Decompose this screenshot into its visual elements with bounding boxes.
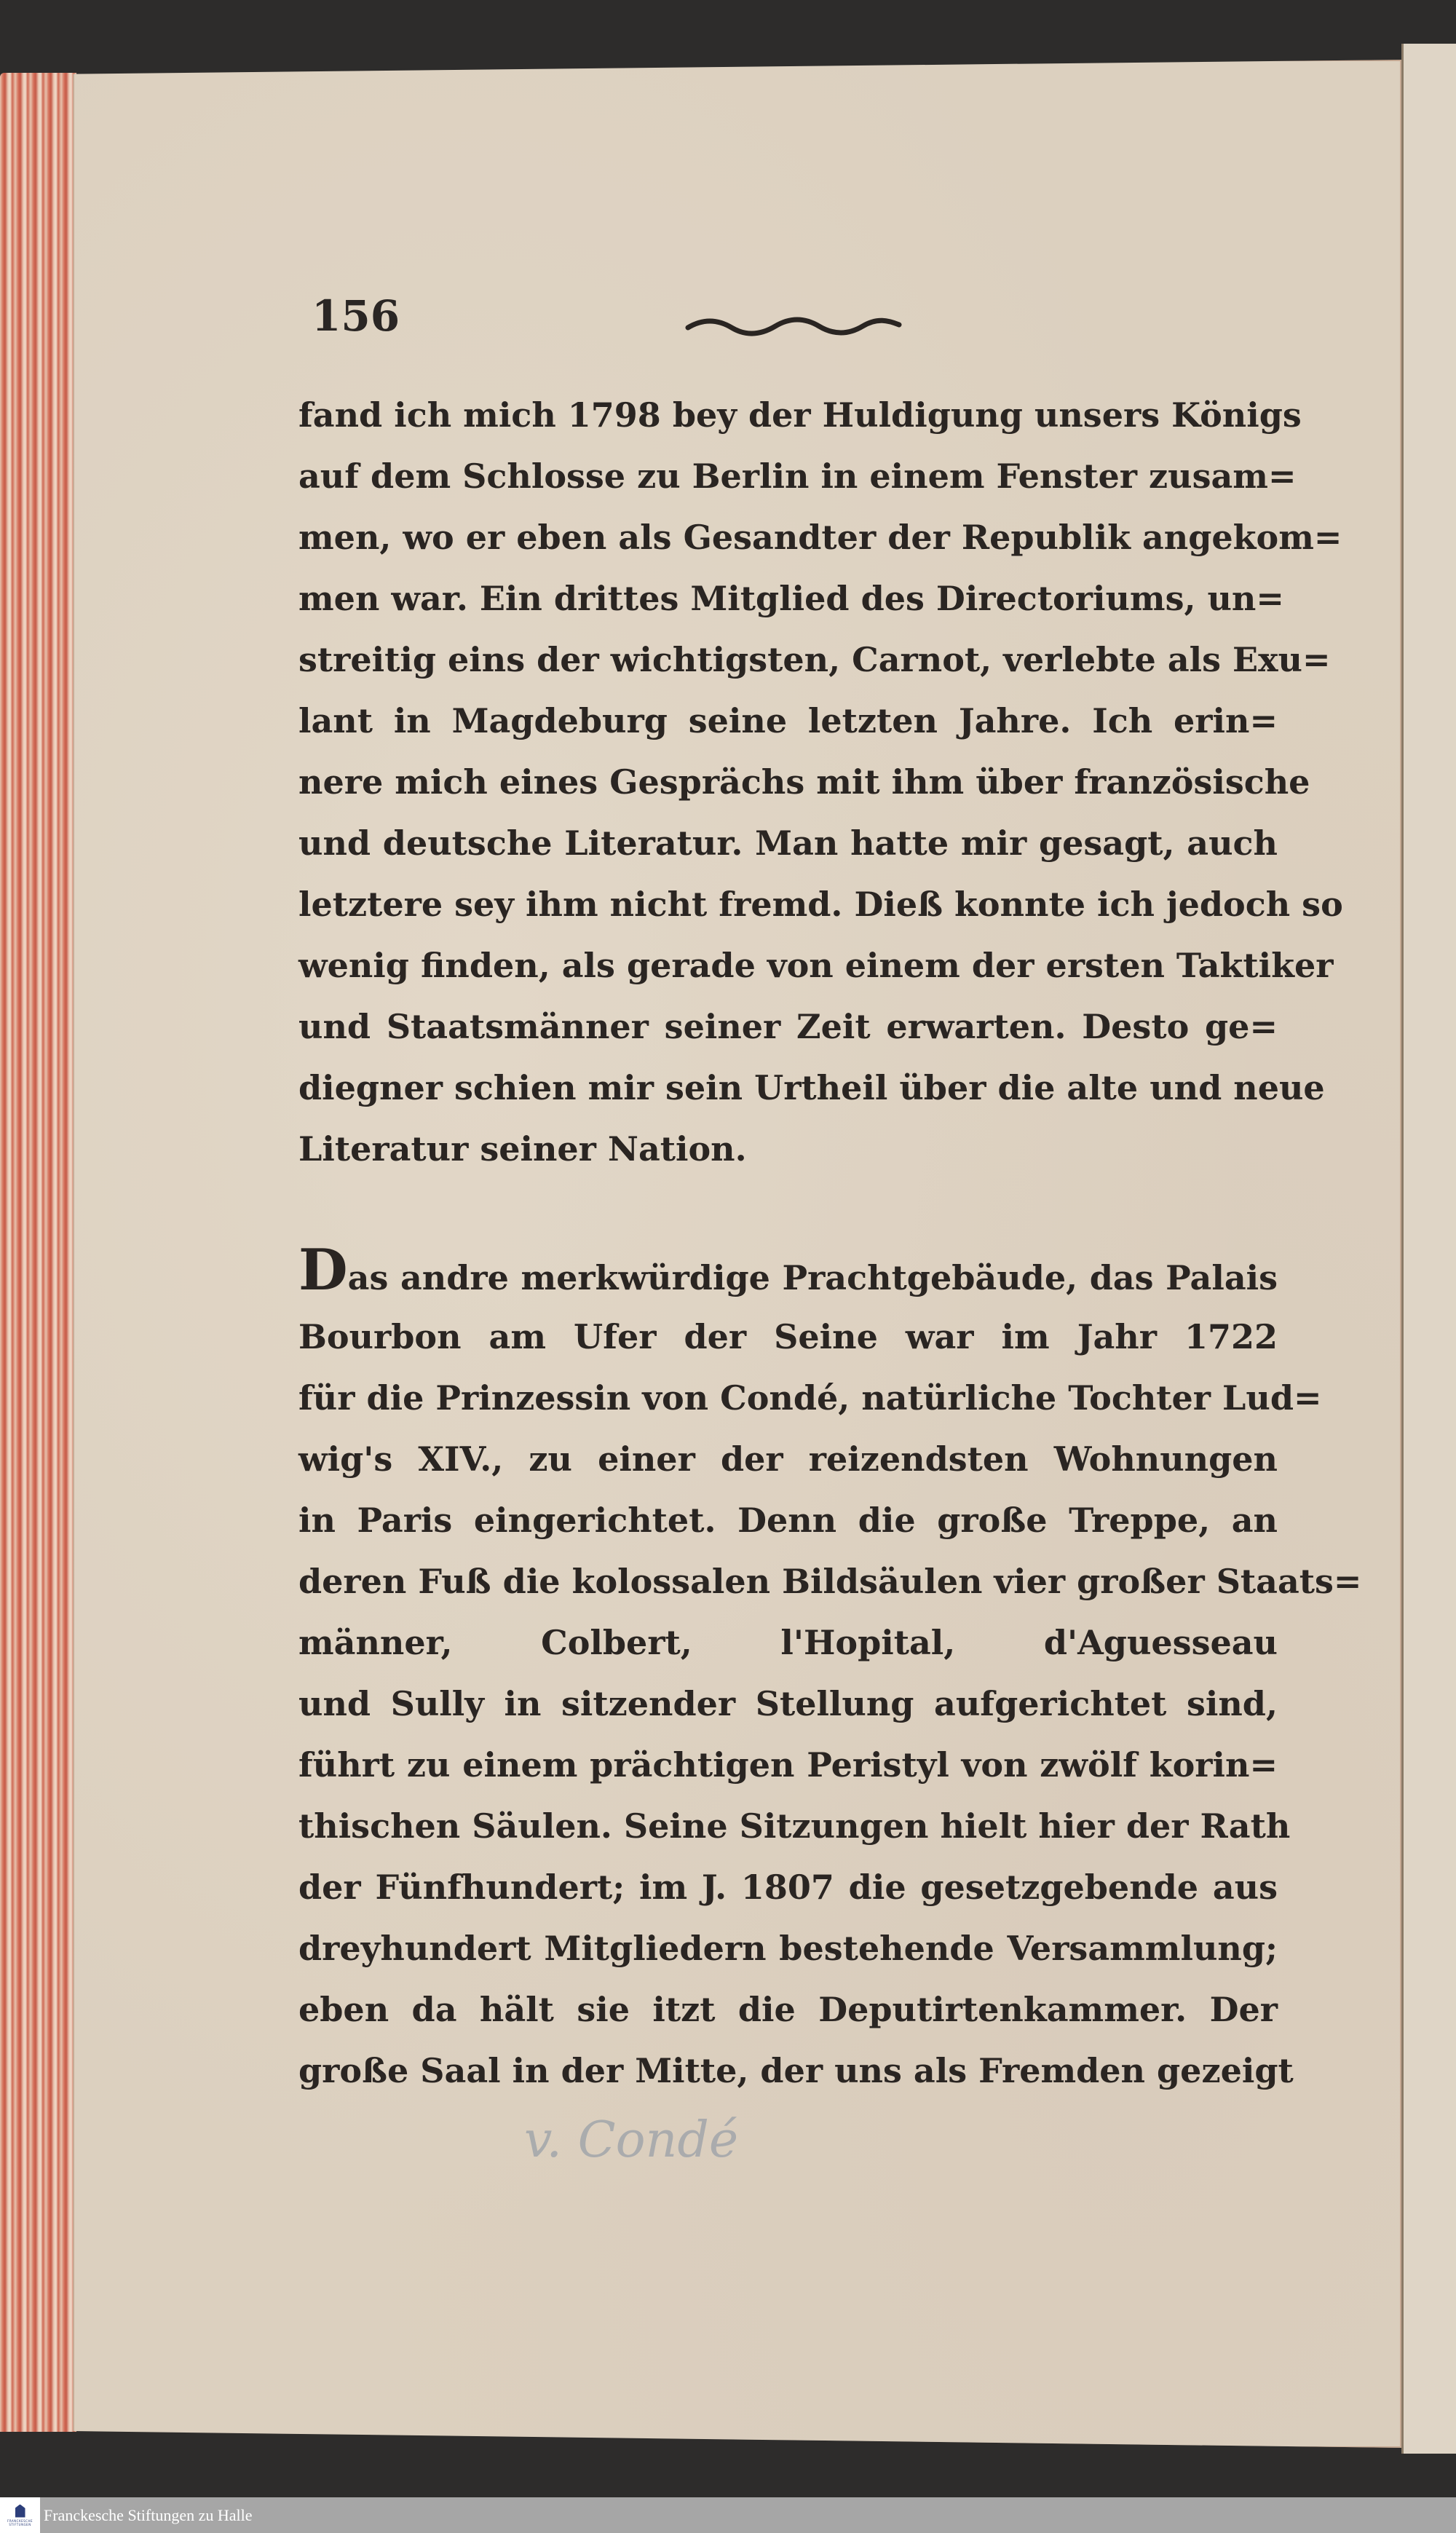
text-line: wenig finden, als gerade von einem der ersten Taktiker	[298, 946, 1334, 985]
text-line: nere mich eines Gesprächs mit ihm über französische	[298, 762, 1310, 802]
text-line: dreyhundert Mitgliedern bestehende Versammlung;	[298, 1929, 1278, 1968]
text-line: und Sully in sitzender Stellung aufgerichtet sind,	[298, 1684, 1278, 1723]
text-line: große Saal in der Mitte, der uns als Fremden gezeigt	[298, 2051, 1294, 2090]
text-line: führt zu einem prächtigen Peristyl von zwölf korin=	[298, 1745, 1278, 1785]
paragraph-1	[298, 384, 1343, 1179]
institution-name: Franckesche Stiftungen zu Halle	[44, 2505, 253, 2524]
paragraph-2	[298, 1237, 1362, 2101]
pencil-marginalia: v. Condé	[524, 2111, 739, 2169]
first-line-text: as andre merkwürdige Prachtgebäude, das Palais	[347, 1258, 1278, 1297]
drop-cap: D	[298, 1237, 348, 1303]
facing-page-edge	[1401, 44, 1456, 2454]
logo-text-line-2: STIFTUNGEN	[9, 2522, 31, 2526]
text-line: Bourbon am Ufer der Seine war im Jahr 1722	[298, 1317, 1278, 1356]
logo-text	[7, 2519, 33, 2526]
logo-text-line-1: FRANCKESCHE	[7, 2518, 33, 2523]
footer-bar	[0, 2497, 1456, 2533]
text-line: deren Fuß die kolossalen Bildsäulen vier großer Staats=	[298, 1562, 1362, 1601]
text-line: wig's XIV., zu einer der reizendsten Wohnungen	[298, 1439, 1278, 1479]
text-line: thischen Säulen. Seine Sitzungen hielt hier der Rath	[298, 1806, 1291, 1846]
body-text	[298, 384, 1362, 2101]
text-line: der Fünfhundert; im J. 1807 die gesetzgebende aus	[298, 1868, 1278, 1907]
paragraph-gap	[298, 1179, 1278, 1245]
text-line: diegner schien mir sein Urtheil über die alte und neue	[298, 1068, 1325, 1107]
logo-figure-icon	[15, 2505, 25, 2518]
text-line-first	[298, 1237, 1278, 1306]
text-line: streitig eins der wichtigsten, Carnot, verlebte als Exu=	[298, 640, 1331, 679]
text-line: men, wo er eben als Gesandter der Republik angekom=	[298, 518, 1342, 557]
text-line: Literatur seiner Nation.	[298, 1129, 747, 1169]
page-number: 156	[312, 291, 400, 341]
text-line: in Paris eingerichtet. Denn die große Treppe, an	[298, 1501, 1278, 1540]
text-line: fand ich mich 1798 bey der Huldigung unsers Königs	[298, 395, 1302, 435]
text-line: eben da hält sie itzt die Deputirtenkammer. Der	[298, 1990, 1278, 2029]
text-line: männer, Colbert, l'Hopital, d'Aguesseau	[298, 1623, 1278, 1662]
text-line: men war. Ein drittes Mitglied des Directoriums, un=	[298, 579, 1284, 618]
text-line: für die Prinzessin von Condé, natürliche Tochter Lud=	[298, 1378, 1322, 1418]
page-edges	[0, 73, 76, 2432]
text-line: und Staatsmänner seiner Zeit erwarten. Desto ge=	[298, 1007, 1278, 1046]
text-line: lant in Magdeburg seine letzten Jahre. Ich erin=	[298, 701, 1278, 740]
institution-logo[interactable]	[0, 2497, 40, 2533]
text-line: letztere sey ihm nicht fremd. Dieß konnte ich jedoch so	[298, 885, 1343, 924]
text-line: auf dem Schlosse zu Berlin in einem Fenster zusam=	[298, 457, 1297, 496]
ornament-rule-icon	[684, 315, 903, 336]
text-line: und deutsche Literatur. Man hatte mir gesagt, auch	[298, 823, 1278, 863]
